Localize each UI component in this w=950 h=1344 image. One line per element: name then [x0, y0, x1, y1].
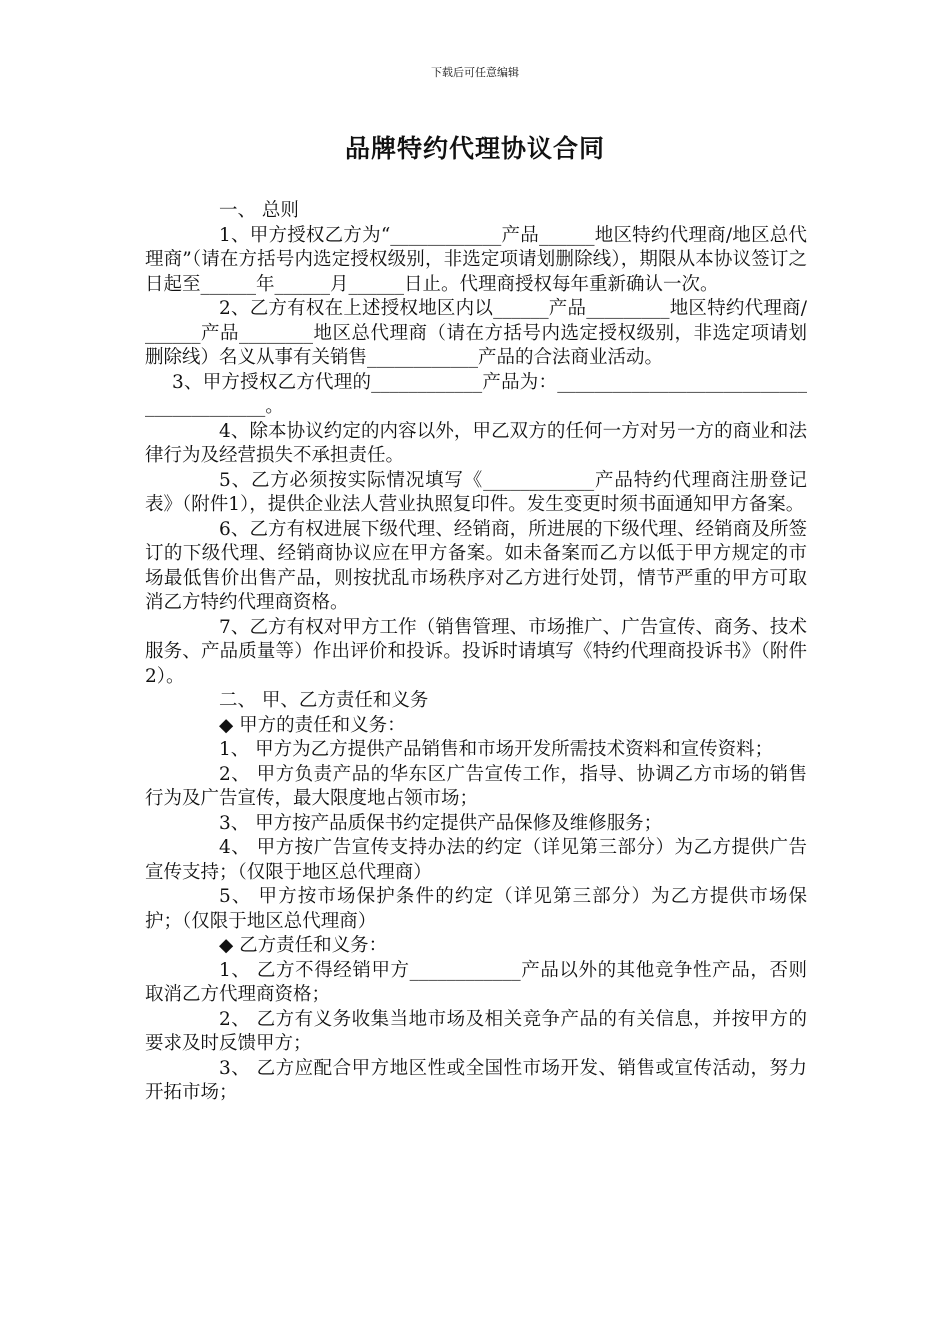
paragraph: 2、 乙方有义务收集当地市场及相关竞争产品的有关信息，并按甲方的要求及时反馈甲方； [145, 1008, 807, 1054]
section-heading-responsibilities: 二、 甲、乙方责任和义务 [219, 690, 429, 711]
paragraph: 6、乙方有权进展下级代理、经销商，所进展的下级代理、经销商及所签订的下级代理、经销商协议应在甲方备案。如未备案而乙方以低于甲方规定的市场最低售价出售产品，则按扰乱市场秩序对乙方进行处罚，情节严重的甲方可取消乙方特约代理商资格。 [145, 518, 807, 613]
subheading-party-a: ◆ 甲方的责任和义务： [219, 714, 406, 736]
paragraph: 3、甲方授权乙方代理的____________产品为：________________________________________。 [145, 371, 807, 417]
paragraph: 2、乙方有权在上述授权地区内以______产品_________地区特约代理商/______产品________地区总代理商（请在方括号内选定授权级别，非选定项请划删除线）名义从事有关销售____________产品的合法商业活动。 [145, 298, 807, 368]
document-body [145, 199, 807, 1106]
paragraph: 1、甲方授权乙方为“____________产品______地区特约代理商/地区总代理商”（请在方括号内选定授权级别，非选定项请划删除线），期限从本协议签订之日起至______年______月______日止。代理商授权每年重新确认一次。 [145, 224, 807, 295]
paragraph: 1、 甲方为乙方提供产品销售和市场开发所需技术资料和宣传资料； [219, 739, 774, 760]
paragraph: 1、 乙方不得经销甲方____________产品以外的其他竞争性产品，否则取消乙方代理商资格； [145, 959, 807, 1005]
document-title: 品牌特约代理协议合同 [344, 134, 605, 163]
paragraph: 2、 甲方负责产品的华东区广告宣传工作，指导、协调乙方市场的销售行为及广告宣传，最大限度地占领市场； [145, 763, 807, 809]
paragraph: 3、 乙方应配合甲方地区性或全国性市场开发、销售或宣传活动，努力开拓市场； [145, 1057, 807, 1103]
paragraph: 3、 甲方按产品质保书约定提供产品保修及维修服务； [219, 812, 663, 834]
paragraph: 7、乙方有权对甲方工作（销售管理、市场推广、广告宣传、商务、技术服务、产品质量等）作出评价和投诉。投诉时请填写《特约代理商投诉书》（附件2）。 [145, 616, 807, 687]
section-heading-general: 一、 总则 [219, 200, 299, 221]
paragraph: 5、 甲方按市场保护条件的约定（详见第三部分）为乙方提供市场保护；（仅限于地区总代理商） [145, 886, 807, 932]
paragraph: 4、除本协议约定的内容以外，甲乙双方的任何一方对另一方的商业和法律行为及经营损失不承担责任。 [145, 420, 807, 466]
paragraph: 4、 甲方按广告宣传支持办法的约定（详见第三部分）为乙方提供广告宣传支持；（仅限于地区总代理商） [145, 837, 807, 883]
header-note: 下载后可任意编辑 [431, 66, 519, 79]
paragraph: 5、乙方必须按实际情况填写《____________产品特约代理商注册登记表》（附件1），提供企业法人营业执照复印件。发生变更时须书面通知甲方备案。 [145, 469, 807, 515]
subheading-party-b: ◆ 乙方责任和义务： [219, 935, 388, 956]
